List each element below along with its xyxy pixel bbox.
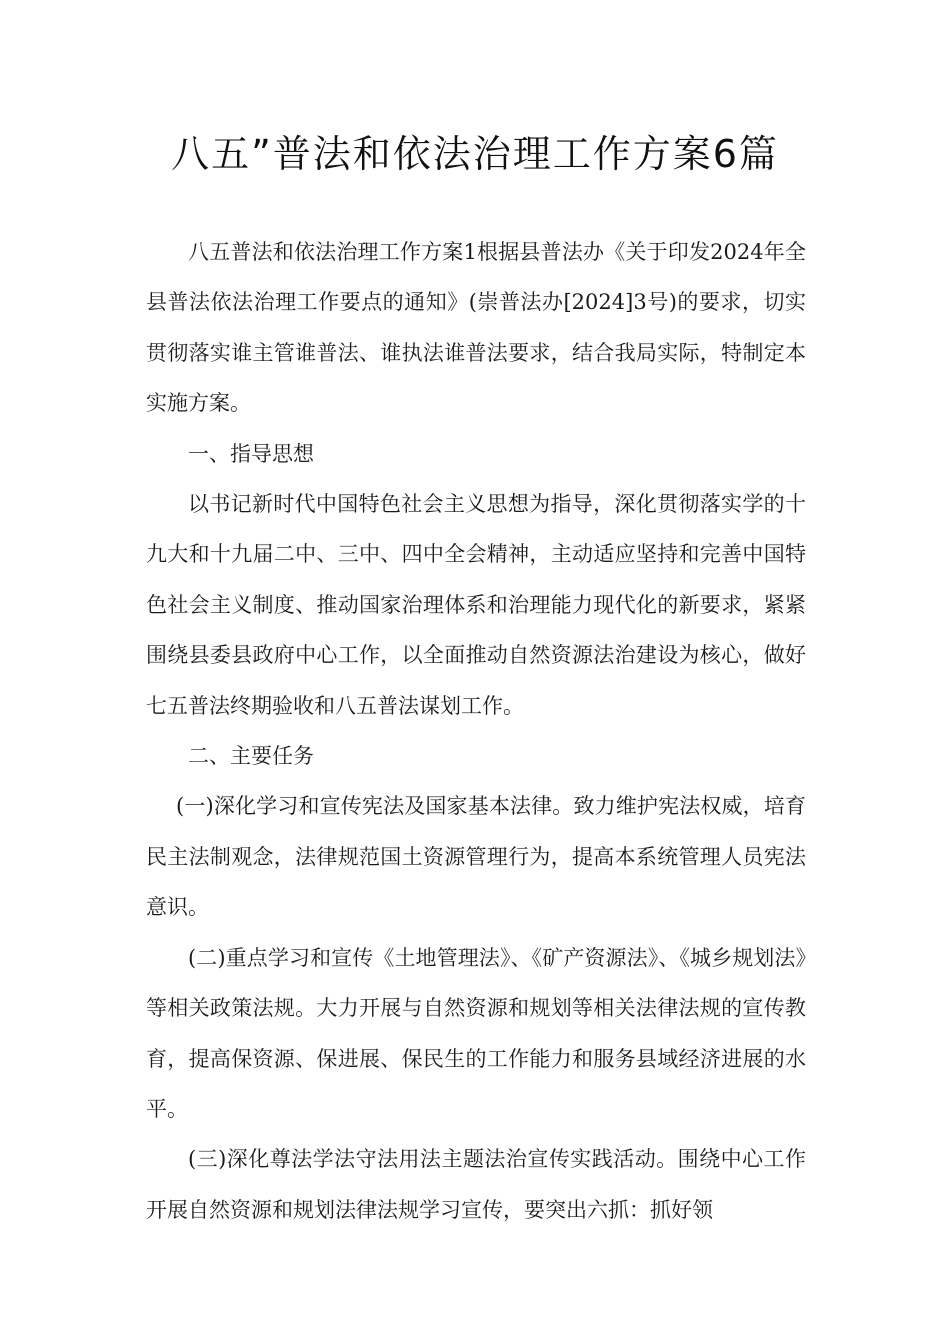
paragraph-guiding-ideology: 以书记新时代中国特色社会主义思想为指导，深化贯彻落实学的十九大和十九届二中、三中、四中全会精神，主动适应坚持和完善中国特色社会主义制度、推动国家治理体系和治理能力现代化的新要求，紧紧围绕县委县政府中心工作，以全面推动自然资源法治建设为核心，做好七五普法终期验收和八五普法谋划工作。 [146,492,806,718]
document-body [146,227,806,1235]
paragraph-task-1: (一)深化学习和宣传宪法及国家基本法律。致力维护宪法权威，培育民主法制观念，法律规范国土资源管理行为，提高本系统管理人员宪法意识。 [146,794,806,920]
paragraph-task-3: (三)深化尊法学法守法用法主题法治宣传实践活动。围绕中心工作开展自然资源和规划法律法规学习宣传，要突出六抓：抓好领 [146,1147,806,1222]
paragraph-task-2: (二)重点学习和宣传《土地管理法》、《矿产资源法》、《城乡规划法》等相关政策法规。大力开展与自然资源和规划等相关法律法规的宣传教育，提高保资源、保进展、保民生的工作能力和服务县域经济进展的水平。 [146,945,806,1121]
section-heading-guiding-ideology: 一、指导思想 [188,441,314,466]
document-title: 八五”普法和依法治理工作方案6篇 [171,132,779,176]
section-heading-main-tasks: 二、主要任务 [188,744,314,769]
paragraph-intro: 八五普法和依法治理工作方案1根据县普法办《关于印发2024年全县普法依法治理工作要点的通知》(崇普法办[2024]3号)的要求，切实贯彻落实谁主管谁普法、谁执法谁普法要求，结合我局实际，特制定本实施方案。 [146,240,806,416]
